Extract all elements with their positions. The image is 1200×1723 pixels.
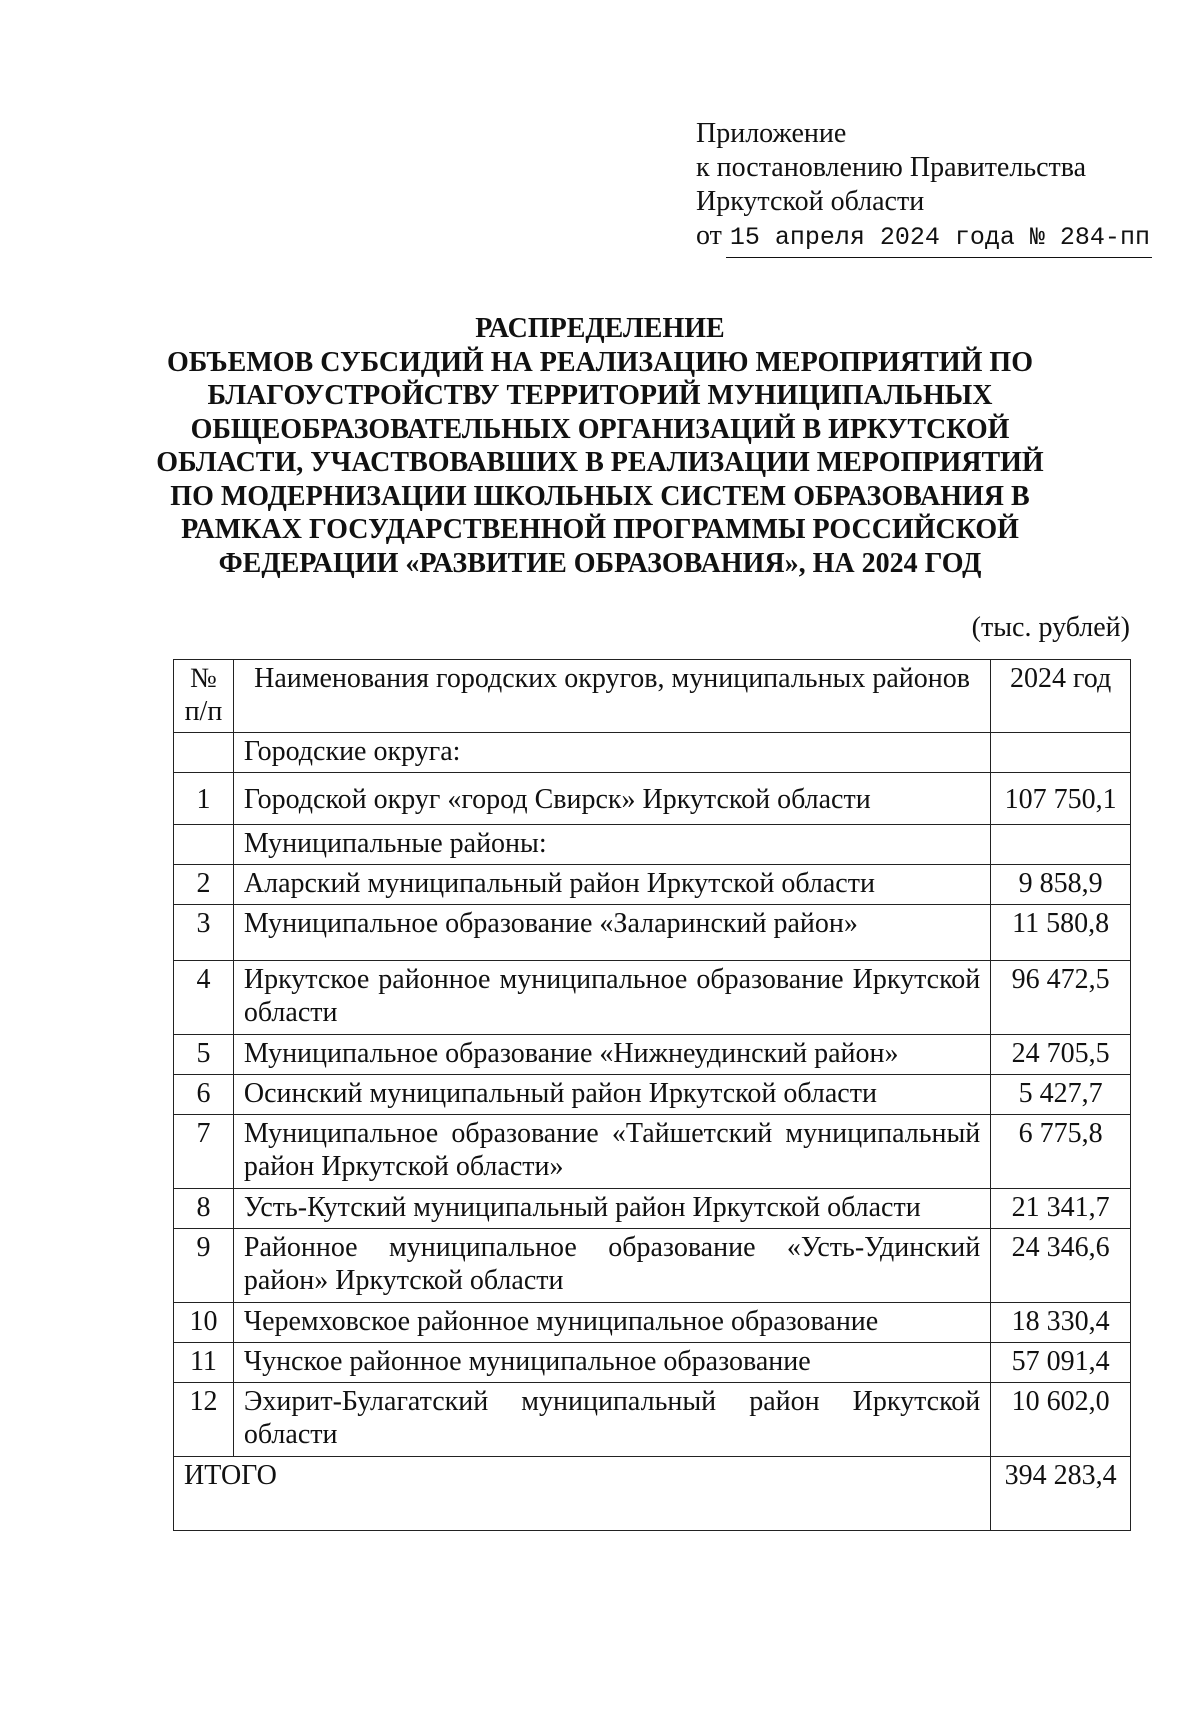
section-row-district bbox=[174, 825, 1131, 865]
header-year: 2024 год bbox=[991, 660, 1131, 733]
row-name: Районное муниципальное образование «Усть-Удинский район» Иркутской области bbox=[233, 1229, 990, 1303]
annex-line-2: к постановлению Правительства bbox=[696, 152, 1087, 183]
row-value: 21 341,7 bbox=[991, 1189, 1131, 1229]
total-value: 394 283,4 bbox=[991, 1457, 1131, 1531]
annex-date-number: 15 апреля 2024 года № 284-пп bbox=[726, 221, 1152, 258]
row-num: 1 bbox=[174, 773, 234, 825]
row-name: Муниципальное образование «Нижнеудинский район» bbox=[233, 1035, 990, 1075]
row-value: 96 472,5 bbox=[991, 961, 1131, 1035]
row-value: 107 750,1 bbox=[991, 773, 1131, 825]
row-name: Городской округ «город Свирск» Иркутской области bbox=[233, 773, 990, 825]
row-num: 7 bbox=[174, 1115, 234, 1189]
annex-line-3: Иркутской области bbox=[696, 186, 925, 217]
row-name: Муниципальное образование «Тайшетский муниципальный район Иркутской области» bbox=[233, 1115, 990, 1189]
title-line: РАСПРЕДЕЛЕНИЕ bbox=[475, 313, 725, 344]
annex-block bbox=[696, 117, 1152, 258]
title-line: БЛАГОУСТРОЙСТВУ ТЕРРИТОРИЙ МУНИЦИПАЛЬНЫХ bbox=[207, 380, 993, 411]
table-row bbox=[174, 905, 1131, 961]
unit-label: (тыс. рублей) bbox=[971, 612, 1130, 643]
row-name: Чунское районное муниципальное образование bbox=[233, 1343, 990, 1383]
row-num: 11 bbox=[174, 1343, 234, 1383]
row-value: 18 330,4 bbox=[991, 1303, 1131, 1343]
title-line: ОБЪЕМОВ СУБСИДИЙ НА РЕАЛИЗАЦИЮ МЕРОПРИЯТИЙ ПО bbox=[167, 346, 1033, 378]
table-row bbox=[174, 865, 1131, 905]
header-num: № п/п bbox=[174, 660, 234, 733]
row-value: 9 858,9 bbox=[991, 865, 1131, 905]
table-header-row bbox=[174, 660, 1131, 733]
row-num: 10 bbox=[174, 1303, 234, 1343]
title-line: РАМКАХ ГОСУДАРСТВЕННОЙ ПРОГРАММЫ РОССИЙСКОЙ bbox=[181, 514, 1019, 545]
document-title bbox=[150, 312, 1050, 580]
row-name: Муниципальное образование «Заларинский район» bbox=[233, 905, 990, 961]
row-value: 6 775,8 bbox=[991, 1115, 1131, 1189]
section-row-city bbox=[174, 733, 1131, 773]
row-value: 24 346,6 bbox=[991, 1229, 1131, 1303]
table-row bbox=[174, 1303, 1131, 1343]
section-city-label: Городские округа: bbox=[233, 733, 990, 773]
row-value: 24 705,5 bbox=[991, 1035, 1131, 1075]
table-row bbox=[174, 961, 1131, 1035]
row-name: Иркутское районное муниципальное образование Иркутской области bbox=[233, 961, 990, 1035]
row-num: 6 bbox=[174, 1075, 234, 1115]
table-row bbox=[174, 1035, 1131, 1075]
table-row bbox=[174, 1383, 1131, 1457]
row-value: 10 602,0 bbox=[991, 1383, 1131, 1457]
row-value: 5 427,7 bbox=[991, 1075, 1131, 1115]
annex-line-1: Приложение bbox=[696, 118, 847, 149]
table-row bbox=[174, 1075, 1131, 1115]
row-num: 4 bbox=[174, 961, 234, 1035]
row-name: Аларский муниципальный район Иркутской области bbox=[233, 865, 990, 905]
row-name: Усть-Кутский муниципальный район Иркутской области bbox=[233, 1189, 990, 1229]
row-name: Эхирит-Булагатский муниципальный район Иркутской области bbox=[233, 1383, 990, 1457]
annex-date-line bbox=[696, 219, 1152, 258]
row-num: 8 bbox=[174, 1189, 234, 1229]
table-row bbox=[174, 773, 1131, 825]
title-line: ФЕДЕРАЦИИ «РАЗВИТИЕ ОБРАЗОВАНИЯ», НА 2024 ГОД bbox=[218, 547, 982, 579]
annex-from-label: от bbox=[696, 220, 722, 251]
header-name: Наименования городских округов, муниципальных районов bbox=[233, 660, 990, 733]
table-row bbox=[174, 1229, 1131, 1303]
total-row bbox=[174, 1457, 1131, 1531]
section-district-label: Муниципальные районы: bbox=[233, 825, 990, 865]
row-num: 3 bbox=[174, 905, 234, 961]
title-line: ПО МОДЕРНИЗАЦИИ ШКОЛЬНЫХ СИСТЕМ ОБРАЗОВАНИЯ В bbox=[170, 480, 1030, 512]
row-num: 5 bbox=[174, 1035, 234, 1075]
subsidy-table bbox=[173, 659, 1131, 1531]
row-name: Осинский муниципальный район Иркутской области bbox=[233, 1075, 990, 1115]
row-num: 9 bbox=[174, 1229, 234, 1303]
table-row bbox=[174, 1189, 1131, 1229]
row-name: Черемховское районное муниципальное образование bbox=[233, 1303, 990, 1343]
table-row bbox=[174, 1115, 1131, 1189]
title-line: ОБЩЕОБРАЗОВАТЕЛЬНЫХ ОРГАНИЗАЦИЙ В ИРКУТСКОЙ bbox=[190, 413, 1010, 445]
table-row bbox=[174, 1343, 1131, 1383]
row-num: 2 bbox=[174, 865, 234, 905]
row-value: 11 580,8 bbox=[991, 905, 1131, 961]
row-value: 57 091,4 bbox=[991, 1343, 1131, 1383]
total-label: ИТОГО bbox=[174, 1457, 991, 1531]
title-line: ОБЛАСТИ, УЧАСТВОВАВШИХ В РЕАЛИЗАЦИИ МЕРОПРИЯТИЙ bbox=[156, 447, 1044, 478]
row-num: 12 bbox=[174, 1383, 234, 1457]
